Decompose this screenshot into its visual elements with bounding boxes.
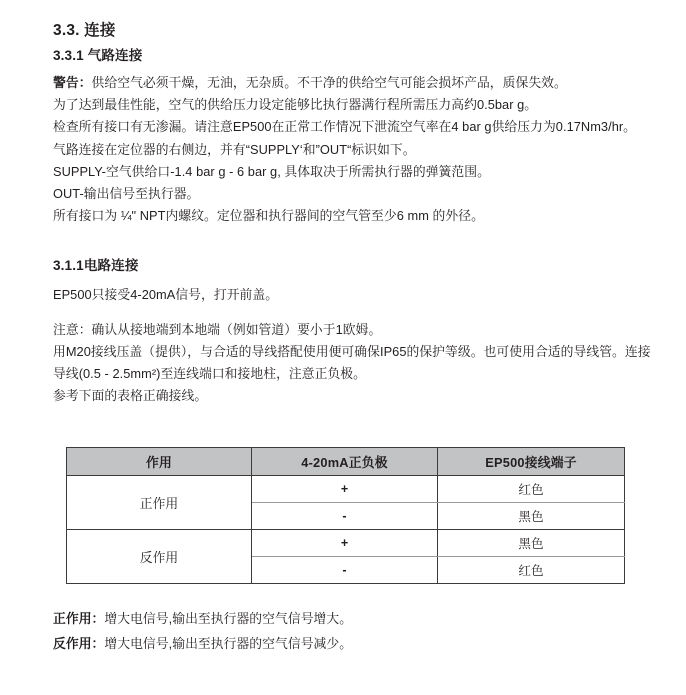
cell-action-reverse: 反作用 [67,529,252,583]
paragraph-out-port: OUT-输出信号至执行器。 [53,185,200,201]
cell-terminal: 红色 [438,475,625,502]
subsection-heading-circuit: 3.1.1电路连接 [53,258,139,274]
warning-label: 警告： [53,74,92,90]
notes-section [53,606,658,656]
cell-polarity: - [252,502,438,529]
paragraph-grounding-note: 注意：确认从接地端到本地端（例如管道）要小于1欧姆。 [53,321,382,337]
column-header-polarity: 4-20mA正负极 [252,447,438,475]
paragraph-best-performance: 为了达到最佳性能，空气的供给压力设定能够比执行器满行程所需压力高约0.5bar g。 [53,97,538,113]
paragraph-thread-spec: 所有接口为 ¼" NPT内螺纹。定位器和执行器间的空气管至少6 mm 的外径。 [53,208,484,224]
cell-polarity: - [252,556,438,583]
paragraph-signal-input: EP500只接受4-20mA信号，打开前盖。 [53,286,279,302]
table-row [67,475,625,502]
paragraph-port-location: 气路连接在定位器的右侧边，并有“SUPPLY‘和”OUT“标识如下。 [53,141,416,157]
note-direct-action [53,606,658,631]
warning-paragraph [53,72,658,94]
cell-polarity: + [252,475,438,502]
subsection-heading-pneumatic: 3.3.1 气路连接 [53,47,143,63]
column-header-terminal: EP500接线端子 [438,447,625,475]
table-header-row [67,447,625,475]
warning-text: 供给空气必须干燥，无油，无杂质。不干净的供给空气可能会损坏产品，质保失效。 [91,74,567,90]
wiring-table [66,447,625,584]
cell-terminal: 黑色 [438,529,625,556]
note-direct-action-label: 正作用： [53,610,105,626]
note-reverse-action-label: 反作用： [53,635,105,651]
note-direct-action-text: 增大电信号,输出至执行器的空气信号增大。 [104,610,353,626]
paragraph-supply-port: SUPPLY-空气供给口-1.4 bar g - 6 bar g, 具体取决于所需执行器的弹簧范围。 [53,163,490,179]
cell-polarity: + [252,529,438,556]
note-reverse-action [53,631,658,656]
column-header-action: 作用 [67,447,252,475]
paragraph-table-reference: 参考下面的表格正确接线。 [53,388,208,404]
table-row [67,529,625,556]
note-reverse-action-text: 增大电信号,输出至执行器的空气信号减少。 [104,635,353,651]
cell-terminal: 红色 [438,556,625,583]
wiring-table-container [66,447,624,584]
page-title: 3.3. 连接 [53,22,116,39]
paragraph-cable-gland: 用M20接线压盖（提供），与合适的导线搭配使用便可确保IP65的保护等级。也可使用合适的导线管。连接导线(0.5 - 2.5mm²)至连线端口和接地柱，注意正负极。 [53,344,651,382]
paragraph-leak-check: 检查所有接口有无渗漏。请注意EP500在正常工作情况下泄流空气率在4 bar g供给压力为0.17Nm3/hr。 [53,119,637,135]
cell-action-direct: 正作用 [67,475,252,529]
cell-terminal: 黑色 [438,502,625,529]
